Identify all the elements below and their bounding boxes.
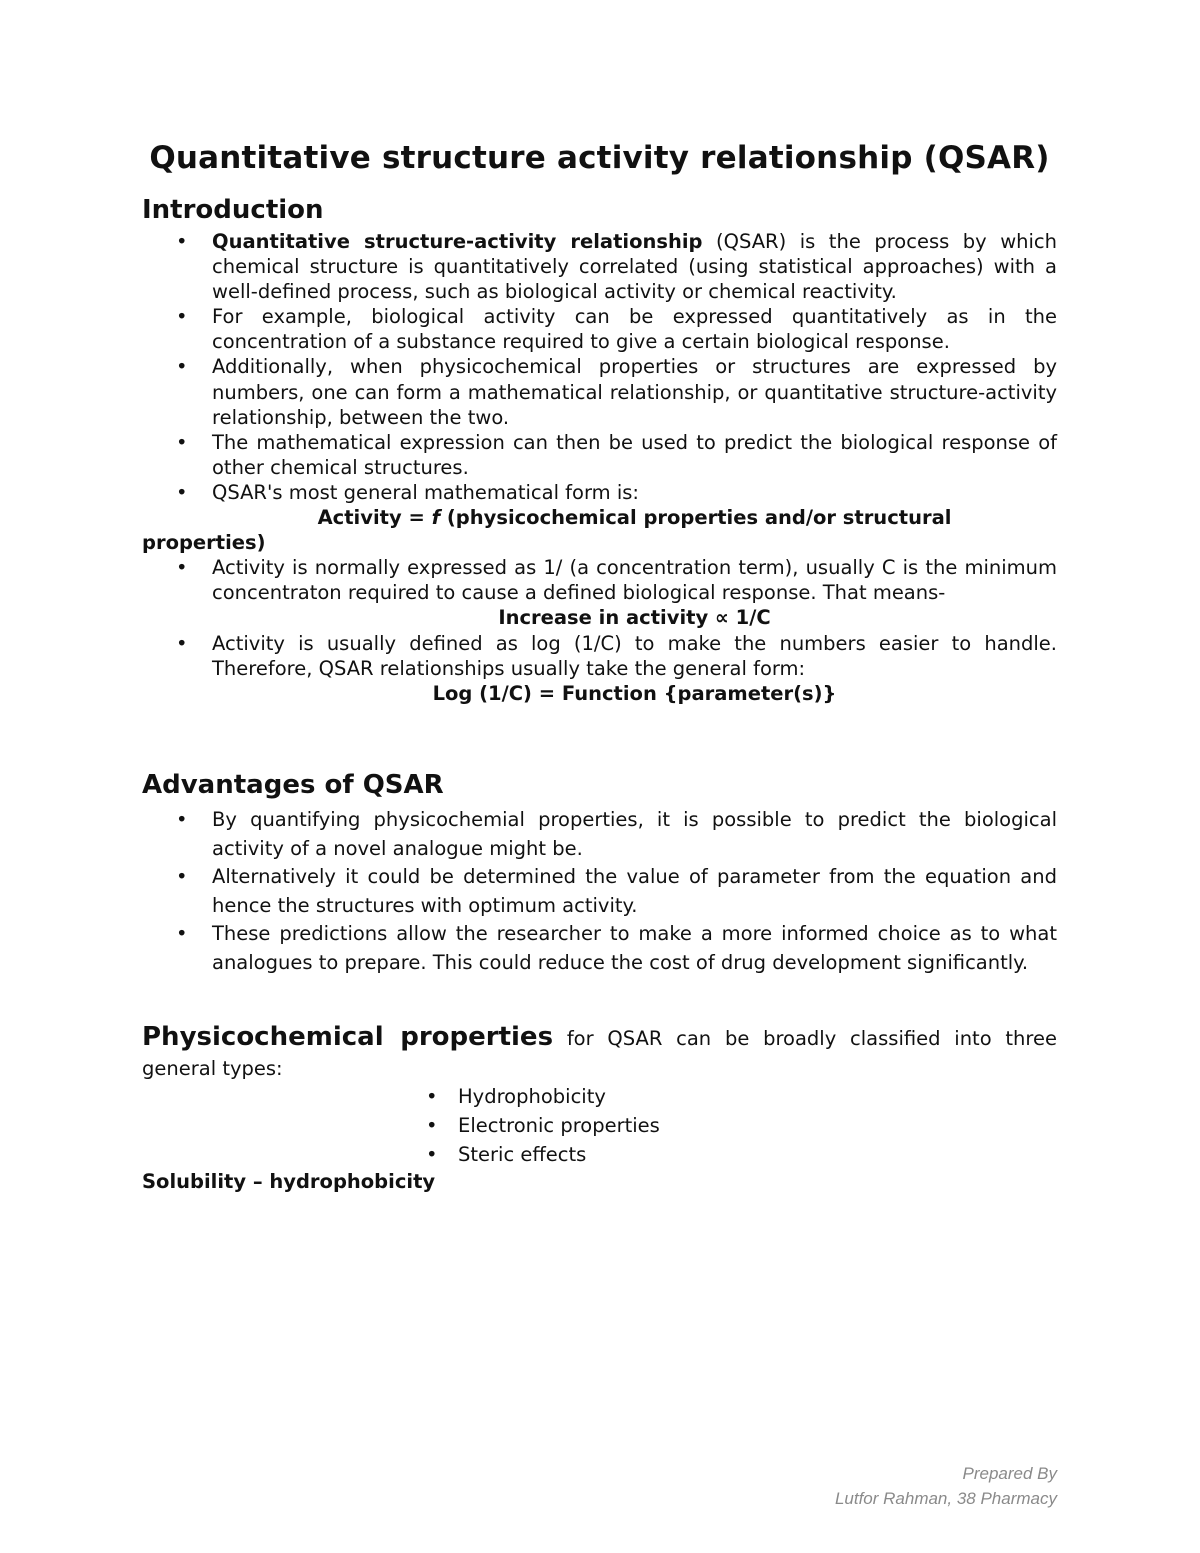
bullet-icon: • [176, 808, 188, 831]
introduction-list [142, 229, 1057, 505]
property-types-section [426, 1082, 660, 1169]
advantages-list [142, 806, 1057, 977]
list-item-text: Electronic properties [458, 1114, 660, 1137]
list-item [142, 920, 1057, 977]
list-item-text: Activity is usually defined as log (1/C) to make the numbers easier to handle. Therefore, QSAR relationships usually take the general form: [212, 631, 1057, 680]
bullet-icon: • [176, 355, 188, 379]
bullet-icon: • [426, 1143, 438, 1166]
qsar-definition-term: Quantitative structure-activity relationship [212, 230, 703, 253]
bullet-icon: • [176, 631, 188, 655]
document-page [142, 0, 1057, 1553]
list-item-text: Activity is normally expressed as 1/ (a concentration term), usually C is the minimum concentraton required to cause a defined biological response. That means- [212, 556, 1057, 605]
physicochemical-text: for QSAR can be broadly classified into three general types: [142, 1027, 1057, 1080]
advantages-heading: Advantages of QSAR [142, 770, 444, 800]
page-footer [835, 1461, 1057, 1511]
bullet-icon: • [176, 305, 188, 329]
proportionality-equation: Increase in activity ∝ 1/C [498, 606, 771, 630]
introduction-section [142, 229, 1057, 706]
list-item [142, 430, 1057, 480]
list-item [142, 806, 1057, 863]
introduction-heading: Introduction [142, 195, 324, 225]
list-item-text: Alternatively it could be determined the value of parameter from the equation and hence the structures with optimum activity. [212, 865, 1057, 917]
list-item-text: The mathematical expression can then be used to predict the biological response of other chemical structures. [212, 430, 1057, 479]
physicochemical-heading: Physicochemical properties [142, 1022, 554, 1052]
bullet-icon: • [176, 922, 188, 945]
list-item-text: By quantifying physicochemial properties, it is possible to predict the biological activity of a novel analogue might be. [212, 808, 1057, 860]
list-item [142, 480, 1057, 505]
equation-function-symbol: f [431, 506, 441, 530]
list-item [426, 1111, 660, 1140]
general-form-equation [142, 505, 1057, 555]
solubility-heading: Solubility – hydrophobicity [142, 1170, 436, 1193]
bullet-icon: • [176, 480, 188, 504]
equation-activity: Activity = [317, 506, 432, 530]
list-item-text: These predictions allow the researcher to make a more informed choice as to what analogues to prepare. This could reduce the cost of drug development significantly. [212, 922, 1057, 974]
list-item [142, 631, 1057, 681]
bullet-icon: • [426, 1114, 438, 1137]
list-item-text: Steric effects [458, 1143, 587, 1166]
document-title: Quantitative structure activity relationship (QSAR) [149, 140, 1050, 176]
qsar-definition-text: (QSAR) is the process by which chemical structure is quantitatively correlated (using statistical approaches) with a well-defined process, such as biological activity or chemical reactivity. [212, 230, 1057, 304]
list-item-text: QSAR's most general mathematical form is: [212, 480, 639, 504]
bullet-icon: • [176, 556, 188, 580]
physicochemical-paragraph [142, 1022, 1057, 1084]
list-item [426, 1140, 660, 1169]
equation-arguments: (physicochemical properties and/or structural [440, 506, 952, 530]
list-item [142, 863, 1057, 920]
list-item [142, 555, 1057, 630]
list-item-text: Hydrophobicity [458, 1085, 606, 1108]
equation-line-1 [142, 505, 1057, 530]
introduction-list-continued [142, 555, 1057, 680]
bullet-icon: • [176, 230, 188, 253]
bullet-icon: • [426, 1085, 438, 1108]
property-types-list [426, 1082, 660, 1169]
bullet-icon: • [176, 865, 188, 888]
list-item [142, 229, 1057, 304]
list-item [142, 354, 1057, 429]
list-item-text: For example, biological activity can be expressed quantitatively as in the concentration of a substance required to give a certain biological response. [212, 305, 1057, 354]
advantages-section [142, 806, 1057, 977]
log-equation: Log (1/C) = Function {parameter(s)} [432, 681, 837, 705]
list-item [426, 1082, 660, 1111]
equation-line-2: properties) [142, 531, 266, 555]
bullet-icon: • [176, 430, 188, 454]
list-item [142, 304, 1057, 354]
list-item-text: Additionally, when physicochemical properties or structures are expressed by numbers, one can form a mathematical relationship, or quantitative structure-activity relationship, between the two. [212, 355, 1057, 429]
footer-prepared-by: Prepared By [962, 1464, 1057, 1483]
footer-author: Lutfor Rahman, 38 Pharmacy [834, 1489, 1057, 1508]
